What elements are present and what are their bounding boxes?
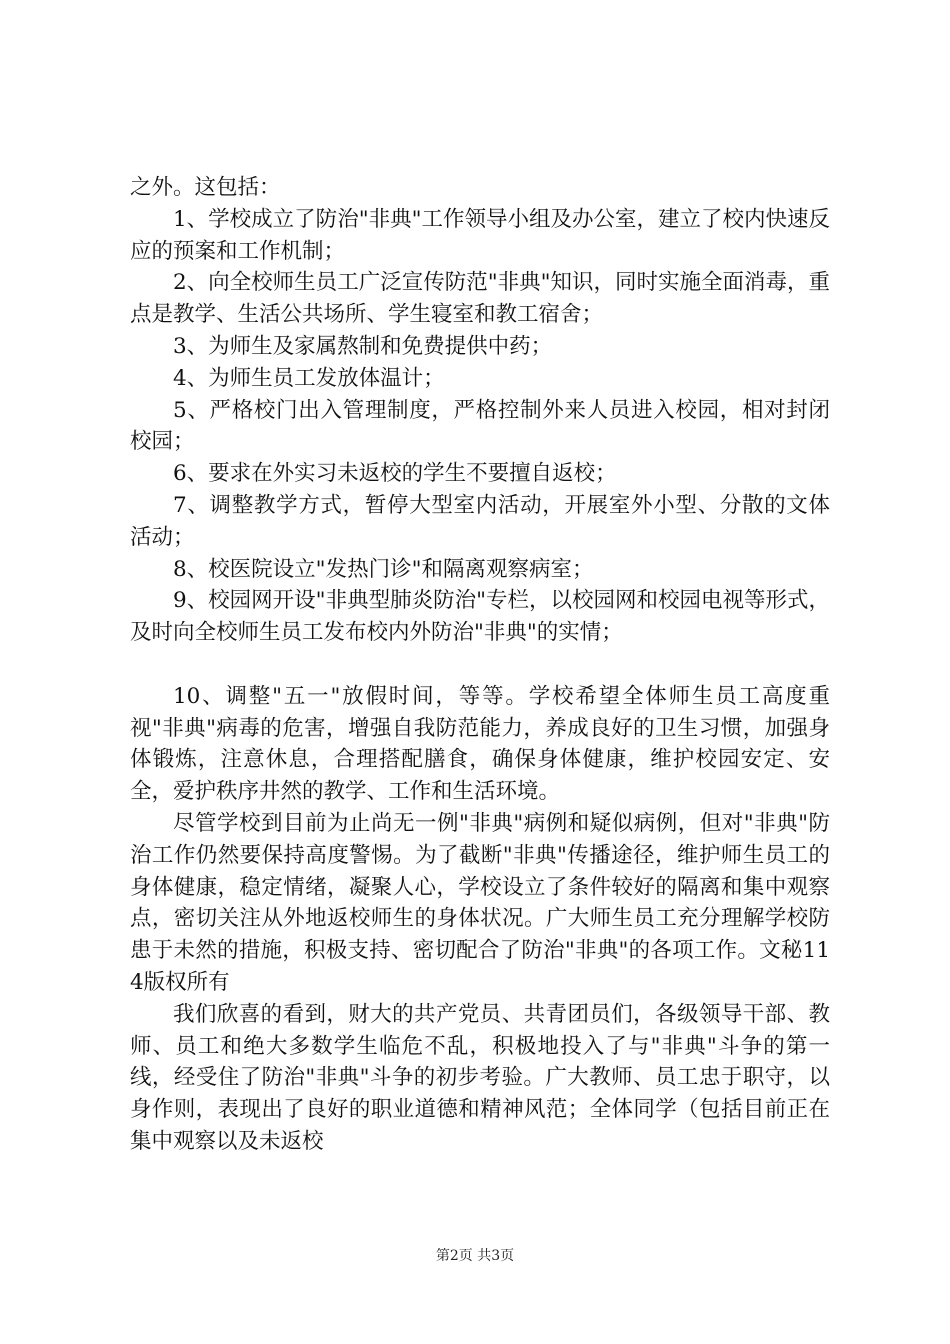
list-item-1: 1、学校成立了防治"非典"工作领导小组及办公室，建立了校内快速反应的预案和工作机制； — [130, 206, 830, 264]
paragraph-praise: 我们欣喜的看到，财大的共产党员、共青团员们，各级领导干部、教师、员工和绝大多数学生临危不乱，积极地投入了与"非典"斗争的第一线，经受住了防治"非典"斗争的初步考验。广大教师、员工忠于职守，以身作则，表现出了良好的职业道德和精神风范；全体同学（包括目前正在集中观察以及未返校 — [130, 1001, 830, 1154]
list-item-5: 5、严格校门出入管理制度，严格控制外来人员进入校园，相对封闭校园； — [130, 397, 830, 455]
list-item-10: 10、调整"五一"放假时间，等等。学校希望全体师生员工高度重视"非典"病毒的危害，增强自我防范能力，养成良好的卫生习惯，加强身体锻炼，注意休息，合理搭配膳食，确保身体健康，维护校园安定、安全，爱护秩序井然的教学、工作和生活环境。 — [130, 683, 830, 805]
list-item-4: 4、为师生员工发放体温计； — [173, 365, 445, 391]
list-item-2: 2、向全校师生员工广泛宣传防范"非典"知识，同时实施全面消毒，重点是教学、生活公共场所、学生寝室和教工宿舍； — [130, 270, 830, 328]
paragraph-spacer — [130, 649, 830, 681]
list-item-7: 7、调整教学方式，暂停大型室内活动，开展室外小型、分散的文体活动； — [130, 492, 830, 550]
document-body — [130, 172, 830, 1158]
list-item-8: 8、校医院设立"发热门诊"和隔离观察病室； — [173, 556, 594, 582]
list-item-3: 3、为师生及家属熬制和免费提供中药； — [173, 333, 553, 359]
page-footer: 第2页 共3页 — [435, 1248, 515, 1264]
paragraph-intro: 之外。这包括： — [130, 175, 281, 200]
list-item-6: 6、要求在外实习未返校的学生不要擅自返校； — [173, 461, 617, 487]
paragraph-vigilance: 尽管学校到目前为止尚无一例"非典"病例和疑似病例，但对"非典"防治工作仍然要保持高度警惕。为了截断"非典"传播途径，维护师生员工的身体健康，稳定情绪，凝聚人心，学校设立了条件较好的隔离和集中观察点，密切关注从外地返校师生的身体状况。广大师生员工充分理解学校防患于未然的措施，积极支持、密切配合了防治"非典"的各项工作。文秘114版权所有 — [130, 810, 830, 995]
list-item-9: 9、校园网开设"非典型肺炎防治"专栏，以校园网和校园电视等形式，及时向全校师生员工发布校内外防治"非典"的实情； — [130, 588, 830, 646]
